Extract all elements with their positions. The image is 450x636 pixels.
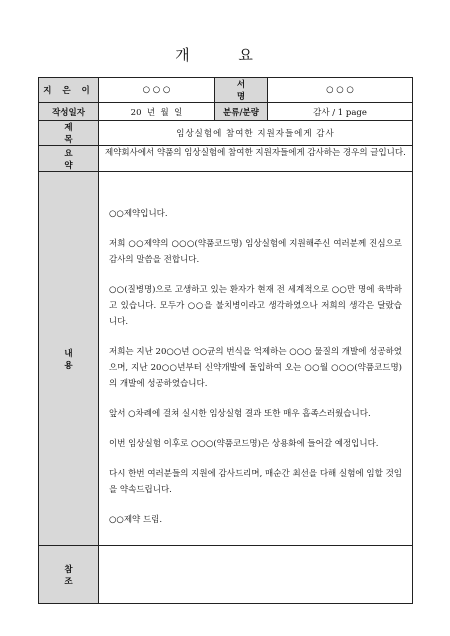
- content-paragraph: 저희 ○○제약의 ○○○(약품코드명) 임상실험에 지원해주신 여러분께 진심으로 감사의 말씀을 전합니다.: [109, 239, 402, 265]
- date-value: 20 년 월 일: [99, 103, 215, 121]
- author-value: ○ ○ ○: [99, 78, 215, 103]
- reference-label: 참 조: [39, 546, 99, 604]
- category-label: 분류/분량: [215, 103, 268, 121]
- content-paragraph: 앞서 ○차례에 걸쳐 실시한 임상실험 결과 또한 매우 흡족스러웠습니다.: [109, 409, 371, 419]
- date-label: 작성일자: [39, 103, 99, 121]
- content-body: [99, 172, 413, 546]
- content-paragraph: ○○(질병명)으로 고생하고 있는 환자가 현재 전 세계적으로 ○○만 명에 육박하고 있습니다. 모두가 ○○을 불치병이라고 생각하였으나 저희의 생각은 달랐습니다.: [109, 285, 402, 327]
- signature-value: ○ ○ ○: [268, 78, 413, 103]
- category-value: 감사 / 1 page: [268, 103, 413, 121]
- content-label: 내 용: [39, 172, 99, 546]
- content-paragraph: ○○제약 드림.: [109, 515, 163, 525]
- subject-label: 제 목: [39, 121, 99, 146]
- document-title: 개 요: [175, 46, 275, 64]
- reference-value: [99, 546, 413, 604]
- subject-value: 임상실험에 참여한 지원자들에게 감사: [99, 121, 413, 146]
- author-label: 지 은 이: [39, 78, 99, 103]
- content-paragraph: ○○제약입니다.: [109, 209, 168, 219]
- summary-value: 제약회사에서 약품의 임상실험에 참여한 지원자들에게 감사하는 경우의 글입니다.: [99, 146, 413, 172]
- summary-form-table: [38, 77, 413, 604]
- content-paragraph: 다시 한번 여러분들의 지원에 감사드리며, 매순간 최선을 다해 실험에 임할 것임을 약속드립니다.: [109, 469, 402, 495]
- content-paragraph: 저희는 지난 20○○년 ○○균의 번식을 억제하는 ○○○ 물질의 개발에 성공하였으며, 지난 20○○년부터 신약개발에 돌입하여 오는 ○○월 ○○○(약품코드명)의 개발에 성공하였습니다.: [109, 347, 402, 389]
- summary-label: 요 약: [39, 146, 99, 172]
- content-paragraph: 이번 임상실험 이후로 ○○○(약품코드명)은 상용화에 들어갈 예정입니다.: [109, 439, 379, 449]
- signature-label: 서 명: [215, 78, 268, 103]
